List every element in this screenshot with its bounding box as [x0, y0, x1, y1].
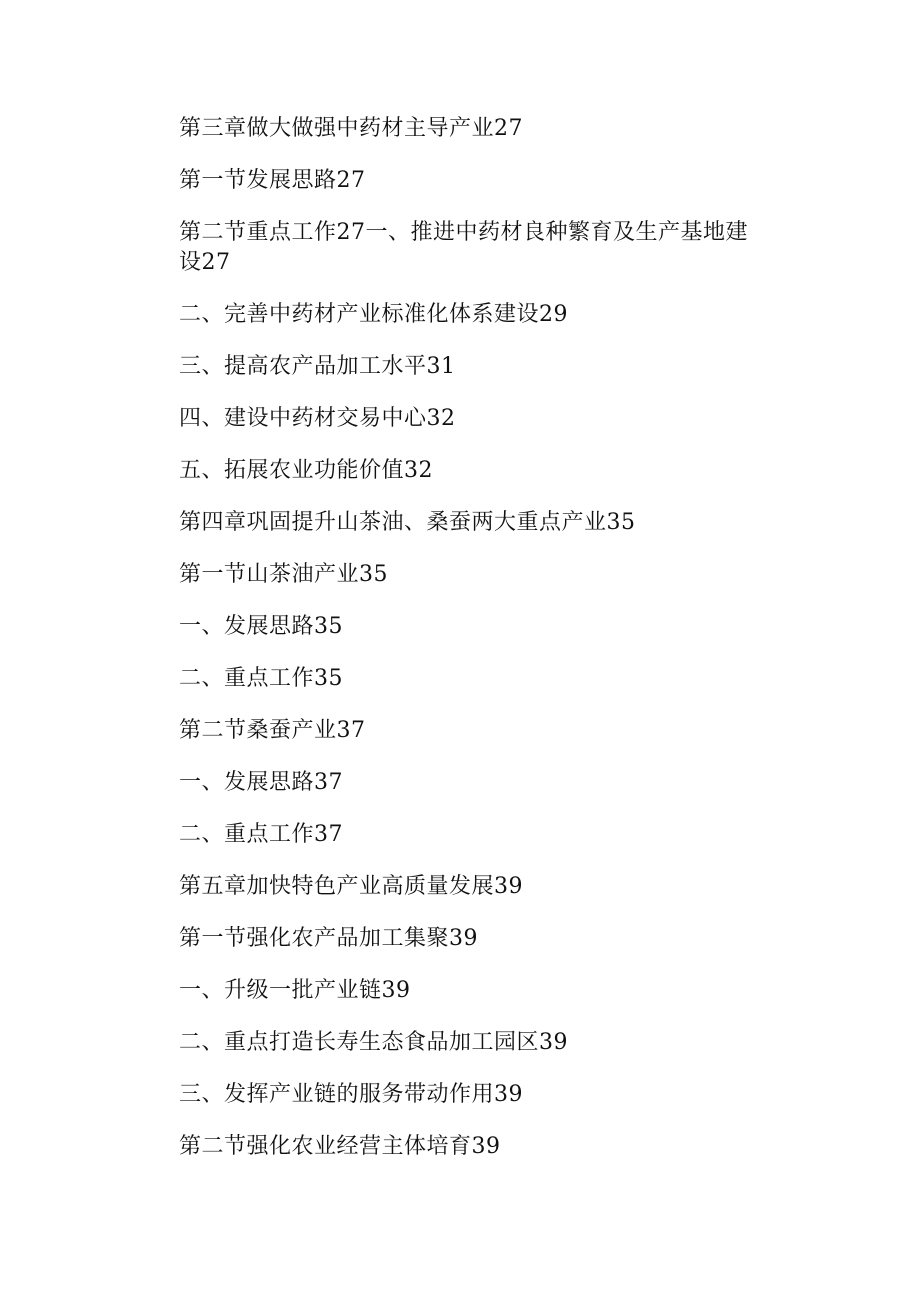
- toc-entry: 一、升级一批产业链39: [179, 978, 411, 1003]
- table-of-contents: [179, 114, 779, 1162]
- toc-entry: 第一节强化农产品加工集聚39: [179, 926, 478, 951]
- toc-entry-chapter-4: 第四章巩固提升山茶油、桑蚕两大重点产业35: [179, 510, 636, 535]
- toc-entry: 第一节山茶油产业35: [179, 562, 388, 587]
- toc-entry: 第一节发展思路27: [179, 168, 366, 193]
- toc-entry: 五、拓展农业功能价值32: [179, 458, 433, 483]
- toc-entry: 一、发展思路35: [179, 614, 343, 639]
- toc-entry: 第二节重点工作27一、推进中药材良种繁育及生产基地建设27: [179, 220, 748, 275]
- toc-entry-chapter-5: 第五章加快特色产业高质量发展39: [179, 874, 523, 899]
- toc-entry: 三、发挥产业链的服务带动作用39: [179, 1082, 523, 1107]
- toc-entry: 第二节强化农业经营主体培育39: [179, 1134, 501, 1159]
- toc-entry: 二、重点工作35: [179, 666, 343, 691]
- toc-entry: 二、重点工作37: [179, 822, 343, 847]
- toc-entry: 三、提高农产品加工水平31: [179, 354, 456, 379]
- toc-entry: 四、建设中药材交易中心32: [179, 406, 456, 431]
- toc-entry: 二、完善中药材产业标准化体系建设29: [179, 302, 568, 327]
- toc-entry: 第二节桑蚕产业37: [179, 718, 366, 743]
- toc-entry-chapter-3: 第三章做大做强中药材主导产业27: [179, 116, 523, 141]
- toc-entry: 一、发展思路37: [179, 770, 343, 795]
- toc-entry: 二、重点打造长寿生态食品加工园区39: [179, 1030, 568, 1055]
